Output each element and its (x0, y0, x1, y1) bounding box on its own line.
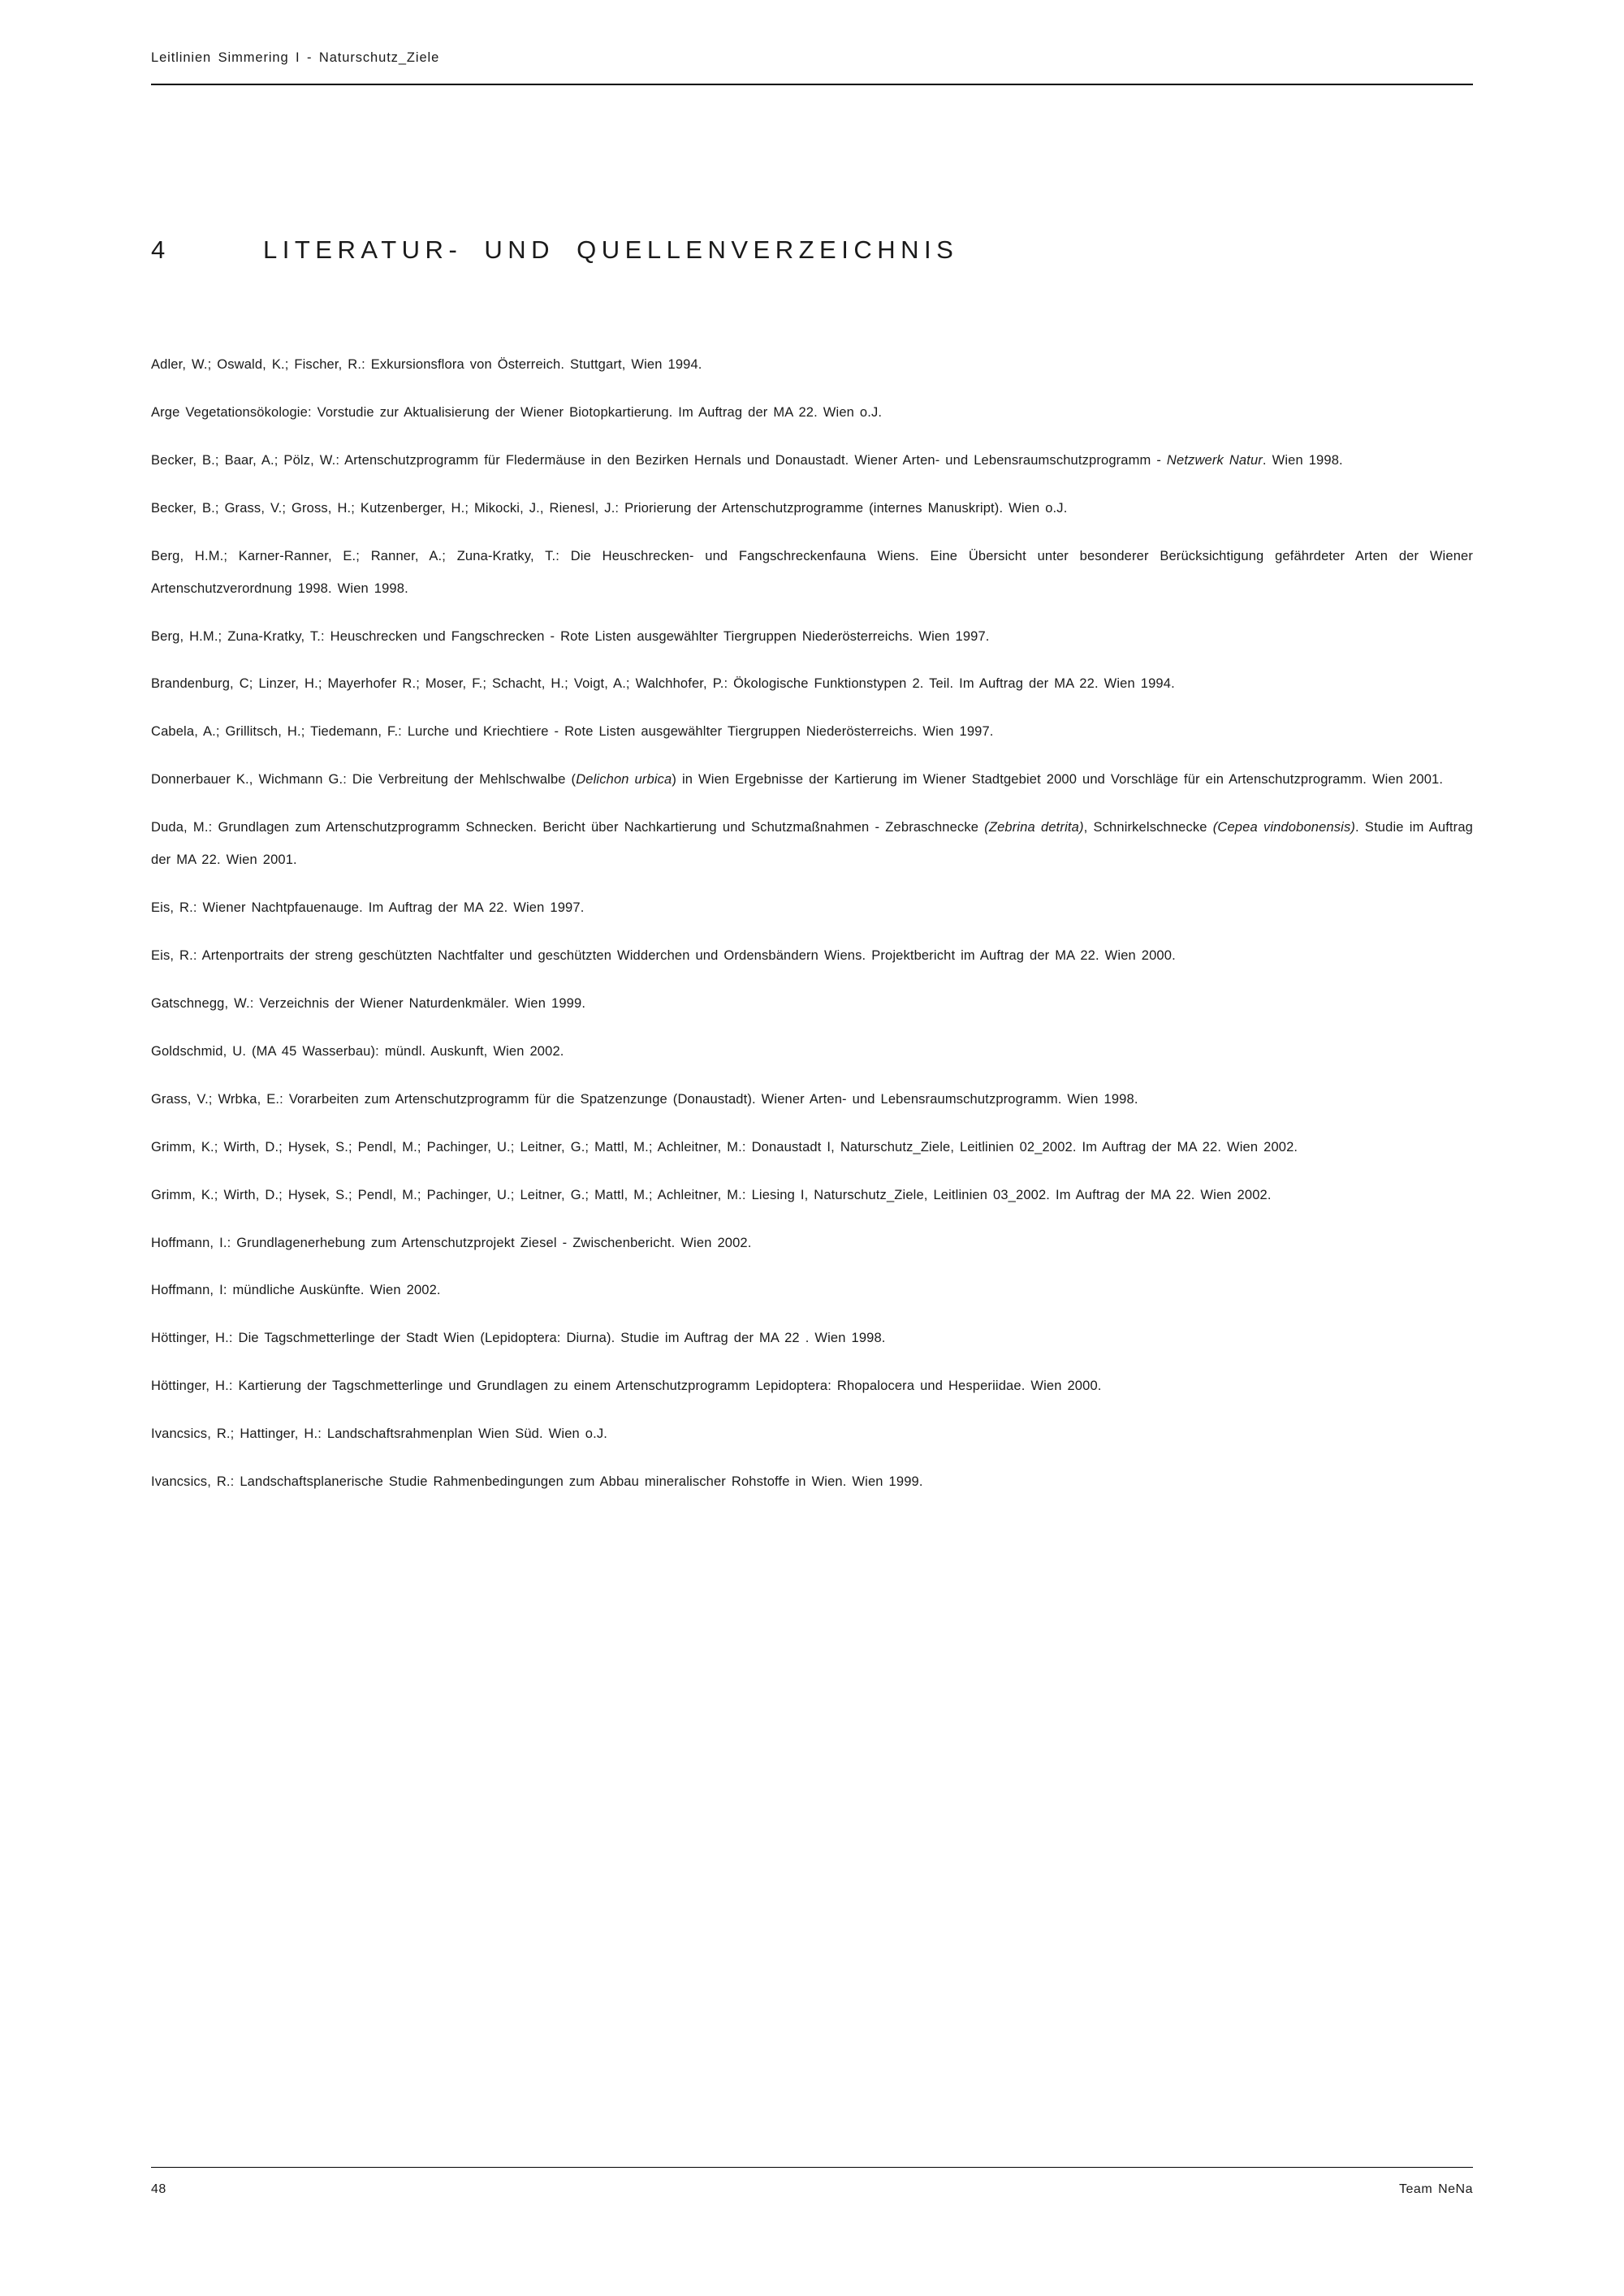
reference-entry (151, 716, 1473, 749)
reference-text-run: Hoffmann, I: mündliche Auskünfte. Wien 2002. (151, 1283, 441, 1298)
reference-text-run: Cabela, A.; Grillitsch, H.; Tiedemann, F.: Lurche und Kriechtiere - Rote Listen ausgewählter Tiergruppen Niederösterreichs. Wien 1997. (151, 724, 994, 740)
reference-entry (151, 1180, 1473, 1212)
reference-text-run: Becker, B.; Grass, V.; Gross, H.; Kutzenberger, H.; Mikocki, J., Rienesl, J.: Priorierung der Artenschutzprogramme (internes Manuskript). Wien o.J. (151, 500, 1068, 516)
header-divider (151, 84, 1473, 85)
reference-entry (151, 445, 1473, 477)
reference-italic-run: (Zebrina detrita) (984, 820, 1084, 835)
reference-text-run: Ivancsics, R.; Hattinger, H.: Landschaftsrahmenplan Wien Süd. Wien o.J. (151, 1426, 607, 1442)
reference-entry (151, 1228, 1473, 1260)
reference-entry (151, 940, 1473, 973)
reference-text-run: Höttinger, H.: Die Tagschmetterlinge der Stadt Wien (Lepidoptera: Diurna). Studie im Auftrag der MA 22 . Wien 1998. (151, 1331, 886, 1346)
reference-entry (151, 668, 1473, 701)
reference-text-run: Becker, B.; Baar, A.; Pölz, W.: Artenschutzprogramm für Fledermäuse in den Bezirken Hernals und Donaustadt. Wiener Arten- und Lebensraumschutzprogramm - (151, 452, 1167, 468)
page-number: 48 (151, 2182, 166, 2196)
reference-text-run: Duda, M.: Grundlagen zum Artenschutzprogramm Schnecken. Bericht über Nachkartierung und Schutzmaßnahmen - Zebraschnecke (151, 820, 985, 835)
page-footer (151, 2167, 1473, 2197)
reference-entry (151, 1466, 1473, 1499)
reference-entry (151, 1084, 1473, 1116)
reference-list (151, 349, 1473, 1514)
reference-entry (151, 1275, 1473, 1307)
reference-text-run: Brandenburg, C; Linzer, H.; Mayerhofer R.; Moser, F.; Schacht, H.; Voigt, A.; Walchhofer, P.: Ökologische Funktionstypen 2. Teil. Im Auftrag der MA 22. Wien 1994. (151, 676, 1175, 692)
reference-entry (151, 397, 1473, 429)
reference-text-run: . Wien 1998. (1262, 452, 1343, 468)
reference-entry (151, 1132, 1473, 1164)
reference-text-run: . Studie im Auftrag der MA 22. Wien 2001. (151, 820, 1473, 868)
reference-entry (151, 1036, 1473, 1068)
reference-entry (151, 541, 1473, 606)
reference-entry (151, 812, 1473, 877)
reference-text-run: , Schnirkelschnecke (1083, 820, 1213, 835)
reference-entry (151, 764, 1473, 796)
reference-text-run: Adler, W.; Oswald, K.; Fischer, R.: Exkursionsflora von Österreich. Stuttgart, Wien 1994. (151, 357, 702, 372)
reference-text-run: Ivancsics, R.: Landschaftsplanerische Studie Rahmenbedingungen zum Abbau mineralischer Rohstoffe in Wien. Wien 1999. (151, 1474, 923, 1490)
reference-entry (151, 988, 1473, 1021)
reference-entry (151, 892, 1473, 925)
reference-entry (151, 1370, 1473, 1403)
reference-text-run: Berg, H.M.; Zuna-Kratky, T.: Heuschrecken und Fangschrecken - Rote Listen ausgewählter Tiergruppen Niederösterreichs. Wien 1997. (151, 628, 990, 644)
footer-team: Team NeNa (1399, 2182, 1473, 2196)
footer-row (151, 2168, 1473, 2197)
reference-entry (151, 493, 1473, 525)
reference-italic-run: Delichon urbica (576, 772, 672, 788)
reference-text-run: Donnerbauer K., Wichmann G.: Die Verbreitung der Mehlschwalbe ( (151, 772, 577, 788)
reference-text-run: Eis, R.: Artenportraits der streng geschützten Nachtfalter und geschützten Widderchen und Ordensbändern Wiens. Projektbericht im Auftrag der MA 22. Wien 2000. (151, 947, 1176, 963)
reference-text-run: ) in Wien Ergebnisse der Kartierung im Wiener Stadtgebiet 2000 und Vorschläge für ein Artenschutzprogramm. Wien 2001. (672, 772, 1444, 788)
chapter-number: 4 (151, 235, 166, 264)
reference-text-run: Berg, H.M.; Karner-Ranner, E.; Ranner, A.; Zuna-Kratky, T.: Die Heuschrecken- und Fangschreckenfauna Wiens. Eine Übersicht unter besonderer Berücksichtigung gefährdeter Arten der Wiener Artenschutzverordnung 1998. Wien 1998. (151, 548, 1473, 596)
reference-entry (151, 349, 1473, 382)
page-content-frame (151, 0, 1473, 2296)
reference-text-run: Grass, V.; Wrbka, E.: Vorarbeiten zum Artenschutzprogramm für die Spatzenzunge (Donaustadt). Wiener Arten- und Lebensraumschutzprogramm. Wien 1998. (151, 1091, 1138, 1107)
reference-text-run: Hoffmann, I.: Grundlagenerhebung zum Artenschutzprojekt Ziesel - Zwischenbericht. Wien 2002. (151, 1235, 752, 1250)
page-header (151, 50, 1473, 85)
reference-text-run: Grimm, K.; Wirth, D.; Hysek, S.; Pendl, M.; Pachinger, U.; Leitner, G.; Mattl, M.; Achleitner, M.: Liesing I, Naturschutz_Ziele, Leitlinien 03_2002. Im Auftrag der MA 22. Wien 2002. (151, 1187, 1272, 1202)
reference-entry (151, 1323, 1473, 1355)
chapter-title (151, 235, 1473, 265)
chapter-heading-text: LITERATUR- UND QUELLENVERZEICHNIS (263, 235, 959, 264)
reference-italic-run: Netzwerk Natur (1166, 452, 1263, 468)
reference-text-run: Höttinger, H.: Kartierung der Tagschmetterlinge und Grundlagen zu einem Artenschutzprogramm Lepidoptera: Rhopalocera und Hesperiidae. Wien 2000. (151, 1379, 1102, 1394)
reference-text-run: Eis, R.: Wiener Nachtpfauenauge. Im Auftrag der MA 22. Wien 1997. (151, 900, 585, 916)
reference-text-run: Gatschnegg, W.: Verzeichnis der Wiener Naturdenkmäler. Wien 1999. (151, 995, 586, 1011)
reference-text-run: Grimm, K.; Wirth, D.; Hysek, S.; Pendl, M.; Pachinger, U.; Leitner, G.; Mattl, M.; Achleitner, M.: Donaustadt I, Naturschutz_Ziele, Leitlinien 02_2002. Im Auftrag der MA 22. Wien 2002. (151, 1139, 1298, 1154)
reference-italic-run: (Cepea vindobonensis) (1212, 820, 1356, 835)
running-title: Leitlinien Simmering I - Naturschutz_Ziele (151, 50, 440, 65)
reference-entry (151, 1418, 1473, 1451)
reference-text-run: Arge Vegetationsökologie: Vorstudie zur Aktualisierung der Wiener Biotopkartierung. Im Auftrag der MA 22. Wien o.J. (151, 404, 883, 420)
reference-text-run: Goldschmid, U. (MA 45 Wasserbau): mündl. Auskunft, Wien 2002. (151, 1043, 564, 1059)
reference-entry (151, 621, 1473, 654)
